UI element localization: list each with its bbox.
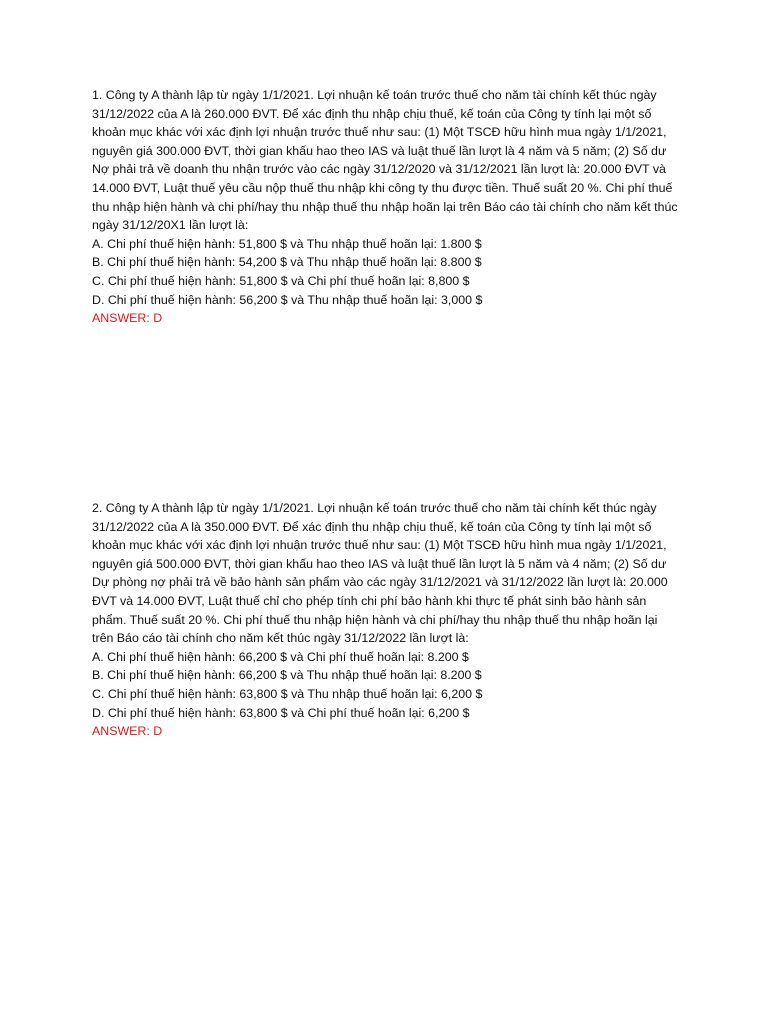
- question-1: [92, 86, 682, 328]
- option-b: B. Chi phí thuế hiện hành: 66,200 $ và Thu nhập thuế hoãn lại: 8.200 $: [92, 668, 482, 683]
- option-a: A. Chi phí thuế hiện hành: 66,200 $ và Chi phí thuế hoãn lại: 8.200 $: [92, 649, 469, 664]
- option-c: C. Chi phí thuế hiện hành: 51,800 $ và Chi phí thuế hoãn lại: 8,800 $: [92, 273, 470, 288]
- option-b: B. Chi phí thuế hiện hành: 54,200 $ và Thu nhập thuế hoãn lại: 8.800 $: [92, 255, 482, 270]
- option-a: A. Chi phí thuế hiện hành: 51,800 $ và Thu nhập thuế hoãn lại: 1.800 $: [92, 236, 482, 251]
- option-list: [92, 648, 682, 722]
- question-text: 1. Công ty A thành lập từ ngày 1/1/2021. Lợi nhuận kế toán trước thuế cho năm tài chính kết thúc ngày 31/12/2022 của A là 260.000 ĐVT. Để xác định thu nhập chịu thuế, kế toán của Công ty tính lại một số khoản mục khác với xác định lợi nhuận trước thuế như sau: (1) Một TSCĐ hữu hình mua ngày 1/1/2021, nguyên giá 300.000 ĐVT, thời gian khấu hao theo IAS và luật thuế lần lượt là 4 năm và 5 năm; (2) Số dư Nợ phải trả về doanh thu nhận trước vào các ngày 31/12/2020 và 31/12/2021 lần lượt là: 20.000 ĐVT và 14.000 ĐVT, Luật thuế yêu cầu nộp thuế thu nhập khi công ty thu được tiền. Thuế suất 20 %. Chi phí thuế thu nhập hiện hành và chi phí/hay thu nhập thuế thu nhập hoãn lại trên Báo cáo tài chính cho năm kết thúc ngày 31/12/20X1 lần lượt là:: [92, 88, 678, 233]
- option-d: D. Chi phí thuế hiện hành: 63,800 $ và Chi phí thuế hoãn lại: 6,200 $: [92, 705, 470, 720]
- answer-label: ANSWER: D: [92, 311, 163, 326]
- option-d: D. Chi phí thuế hiện hành: 56,200 $ và Thu nhập thuế hoãn lại: 3,000 $: [92, 292, 483, 307]
- answer-label: ANSWER: D: [92, 724, 163, 739]
- question-2: [92, 499, 682, 741]
- option-list: [92, 235, 682, 309]
- question-text: 2. Công ty A thành lập từ ngày 1/1/2021. Lợi nhuận kế toán trước thuế cho năm tài chính kết thúc ngày 31/12/2022 của A là 350.000 ĐVT. Để xác định thu nhập chịu thuế, kế toán của Công ty tính lại một số khoản mục khác với xác định lợi nhuận trước thuế như sau: (1) Một TSCĐ hữu hình mua ngày 1/1/2021, nguyên giá 500.000 ĐVT, thời gian khấu hao theo IAS và luật thuế lần lượt là 5 năm và 4 năm; (2) Số dư Dự phòng nợ phải trả về bảo hành sản phẩm vào các ngày 31/12/2021 và 31/12/2022 lần lượt là: 20.000 ĐVT và 14.000 ĐVT, Luật thuế chỉ cho phép tính chi phí bảo hành khi thực tế phát sinh bảo hành sản phẩm. Thuế suất 20 %. Chi phí thuế thu nhập hiện hành và chi phí/hay thu nhập thuế thu nhập hoãn lại trên Báo cáo tài chính cho năm kết thúc ngày 31/12/2022 lần lượt là:: [92, 501, 668, 646]
- option-c: C. Chi phí thuế hiện hành: 63,800 $ và Thu nhập thuế hoãn lại: 6,200 $: [92, 686, 483, 701]
